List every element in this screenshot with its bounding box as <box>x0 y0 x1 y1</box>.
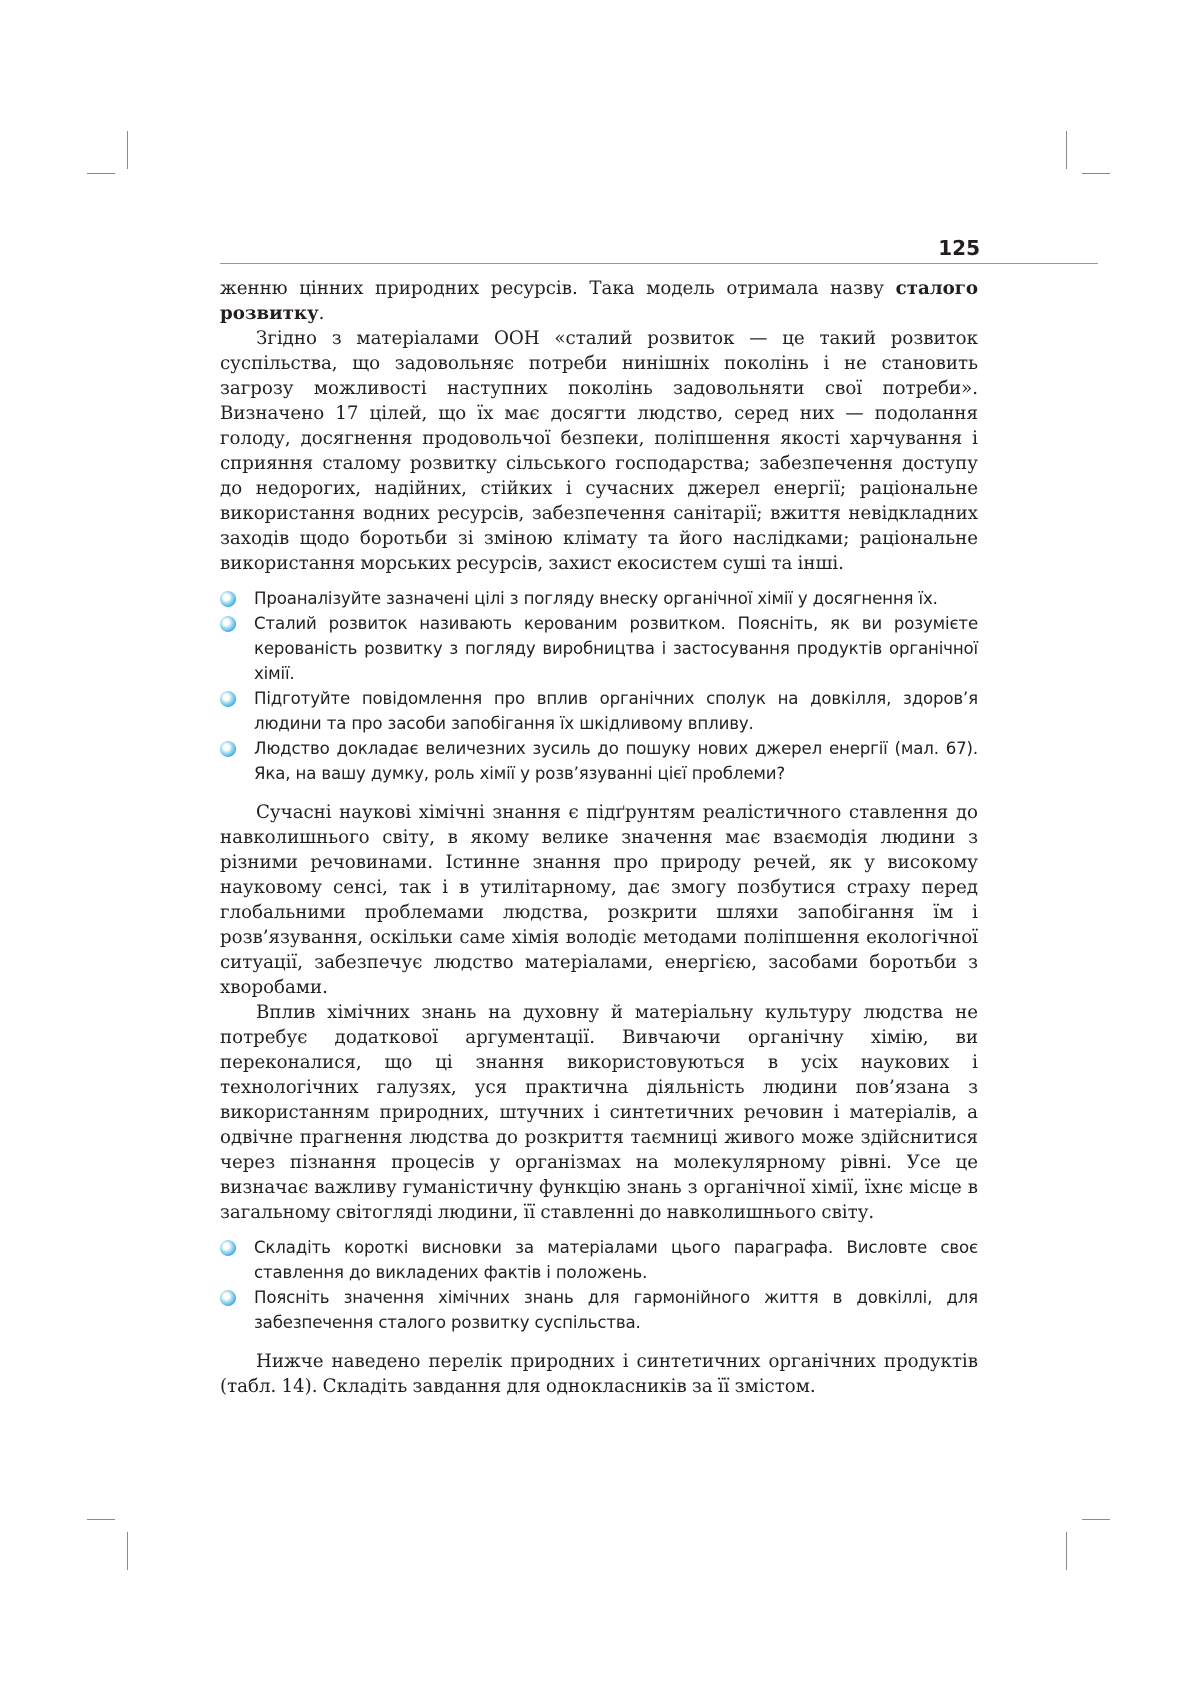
paragraph: Сучасні наукові хімічні знання є підґрунтям реалістичного ставлення до навколишнього світу, в якому велике значення має взаємодія людини з різними речовинами. Істинне знання про природу речей, як у високому науковому сенсі, так і в утилітарному, дає змогу позбутися страху перед глобальними проблемами людства, розкрити шляхи запобігання їм і розв’язування, оскільки саме хімія володіє методами поліпшення екологічної ситуації, забезпечує людство матеріалами, енергією, засобами боротьби з хворобами. <box>220 802 978 998</box>
task-bullet-icon <box>220 616 236 632</box>
page-number: 125 <box>938 236 980 260</box>
task-item <box>220 611 978 686</box>
task-item <box>220 1235 978 1285</box>
task-text: Сталий розвиток називають керованим розвитком. Поясніть, як ви розумієте керованість розвитку з погляду виробництва і застосування продуктів органічної хімії. <box>254 614 978 683</box>
task-item <box>220 586 978 611</box>
paragraph <box>220 276 978 326</box>
header-rule <box>220 263 1098 264</box>
crop-mark <box>1066 1532 1067 1570</box>
closing-paragraph: Нижче наведено перелік природних і синтетичних органічних продуктів (табл. 14). Складіть завдання для однокласників за її змістом. <box>220 1351 978 1397</box>
crop-mark <box>127 1532 128 1570</box>
page-content <box>220 276 978 1399</box>
task-bullet-icon <box>220 691 236 707</box>
crop-mark <box>1082 1519 1110 1520</box>
task-list <box>220 586 978 786</box>
bold-term: сталого розвитку <box>220 278 978 324</box>
task-bullet-icon <box>220 591 236 607</box>
crop-mark <box>87 173 115 174</box>
paragraph: Згідно з матеріалами ООН «сталий розвиток — це такий розвиток суспільства, що задовольняє потреби нинішніх поколінь і не становить загрозу можливості наступних поколінь задовольняти свої потреби». Визначено 17 цілей, що їх має досягти людство, серед них — подолання голоду, досягнення продовольчої безпеки, поліпшення якості харчування і сприяння сталому розвитку сільського господарства; забезпечення доступу до недорогих, надійних, стійких і сучасних джерел енергії; раціональне використання водних ресурсів, забезпечення санітарії; вжиття невідкладних заходів щодо боротьби зі зміною клімату та його наслідками; раціональне використання морських ресурсів, захист екосистем суші та інші. <box>220 328 978 574</box>
crop-mark <box>87 1519 115 1520</box>
task-text: Складіть короткі висновки за матеріалами цього параграфа. Висловте своє ставлення до викладених фактів і положень. <box>254 1238 978 1282</box>
paragraph-text: . <box>318 303 325 324</box>
task-item <box>220 686 978 736</box>
task-text: Людство докладає величезних зусиль до пошуку нових джерел енергії (мал. 67). Яка, на вашу думку, роль хімії у розв’язуванні цієї проблеми? <box>254 739 978 783</box>
paragraph-text: женню цінних природних ресурсів. Така модель отримала назву <box>220 278 896 299</box>
task-item <box>220 1285 978 1335</box>
crop-mark <box>1082 173 1110 174</box>
task-bullet-icon <box>220 1290 236 1306</box>
crop-mark <box>1066 131 1067 169</box>
task-bullet-icon <box>220 741 236 757</box>
task-text: Підготуйте повідомлення про вплив органічних сполук на довкілля, здоров’я людини та про засоби запобігання їх шкідливому впливу. <box>254 689 978 733</box>
task-item <box>220 736 978 786</box>
crop-mark <box>127 131 128 169</box>
task-list <box>220 1235 978 1335</box>
task-text: Поясніть значення хімічних знань для гармонійного життя в довкіллі, для забезпечення сталого розвитку суспільства. <box>254 1288 978 1332</box>
task-bullet-icon <box>220 1240 236 1256</box>
paragraph: Вплив хімічних знань на духовну й матеріальну культуру людства не потребує додаткової аргументації. Вивчаючи органічну хімію, ви переконалися, що ці знання використовуються в усіх наукових і технологічних галузях, уся практична діяльність людини пов’язана з використанням природних, штучних і синтетичних речовин і матеріалів, а одвічне прагнення людства до розкриття таємниці живого може здійснитися через пізнання процесів у організмах на молекулярному рівні. Усе це визначає важливу гуманістичну функцію знань з органічної хімії, їхнє місце в загальному світогляді людини, її ставленні до навколишнього світу. <box>220 1002 978 1223</box>
task-text: Проаналізуйте зазначені цілі з погляду внеску органічної хімії у досягнення їх. <box>254 589 938 608</box>
